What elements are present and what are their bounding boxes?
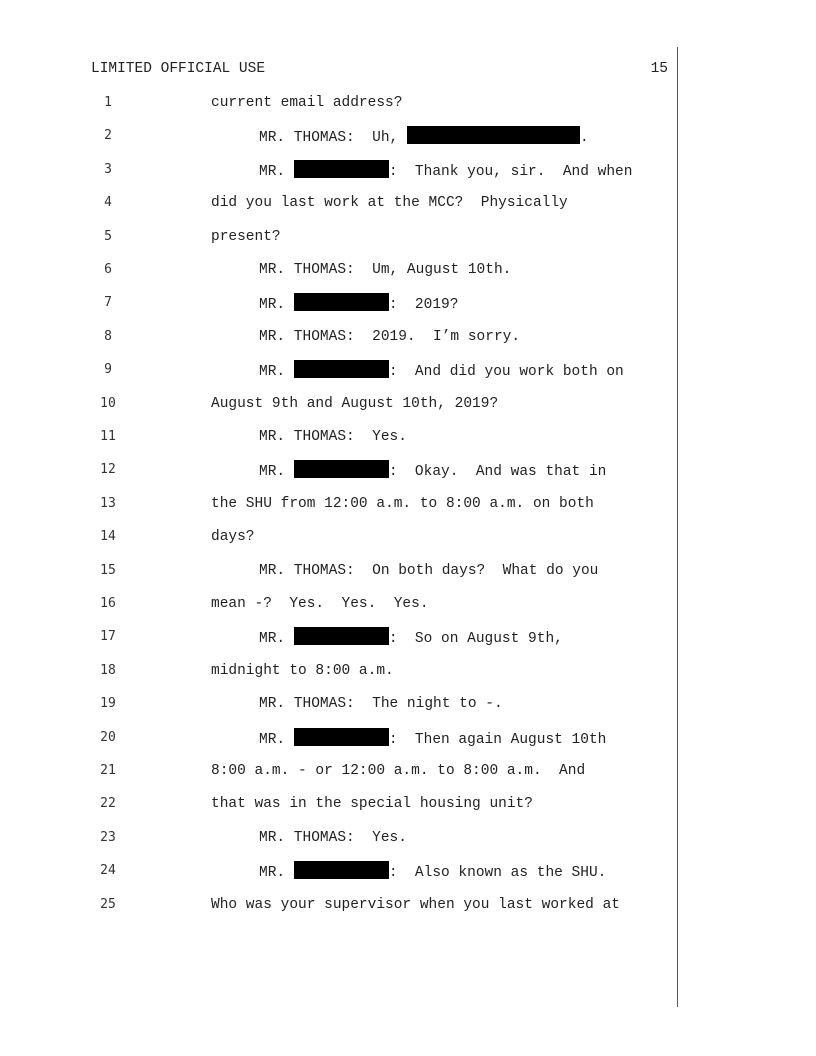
line-text [211, 227, 281, 247]
line-number: 11 [100, 429, 116, 444]
line-number: 3 [104, 161, 112, 177]
line-text [259, 828, 407, 848]
redaction-box [294, 160, 389, 178]
line-text [259, 861, 606, 883]
line-number: 20 [100, 729, 116, 745]
line-text [211, 193, 568, 213]
line-text [259, 360, 624, 382]
line-text [259, 427, 407, 447]
line-text-segment: MR. THOMAS: Yes. [259, 429, 407, 445]
line-text [259, 460, 606, 482]
line-number: 7 [104, 295, 112, 311]
line-text-segment: did you last work at the MCC? Physically [211, 195, 568, 212]
line-number: 19 [100, 696, 116, 712]
line-text-segment: MR. THOMAS: The night to -. [259, 696, 503, 713]
line-text-segment: : 2019? [388, 297, 459, 314]
line-text-segment: . [579, 130, 589, 147]
line-number: 24 [100, 863, 116, 879]
line-text-segment: : Then again August 10th [388, 731, 607, 748]
line-text-segment: : And did you work both on [388, 364, 624, 381]
line-text [259, 327, 520, 347]
line-text-segment: MR. [259, 631, 294, 648]
line-number: 2 [104, 128, 112, 144]
redaction-box [407, 126, 580, 144]
line-text [211, 895, 620, 915]
line-number: 10 [100, 395, 116, 411]
line-text-segment: MR. [259, 297, 294, 314]
line-number: 23 [100, 829, 116, 845]
line-text-segment: MR. [259, 163, 294, 180]
line-text [259, 694, 503, 714]
line-text [211, 761, 585, 781]
line-text [211, 394, 498, 414]
line-text [211, 594, 429, 614]
line-text-segment: MR. THOMAS: Um, August 10th. [259, 262, 512, 278]
line-number: 22 [100, 796, 116, 812]
line-text [259, 728, 606, 750]
redaction-box [294, 460, 389, 478]
line-text-segment: MR. THOMAS: On both days? What do you [259, 562, 599, 579]
line-number: 8 [104, 328, 112, 344]
line-number: 4 [104, 195, 112, 211]
line-number: 5 [104, 228, 112, 244]
redaction-box [294, 627, 389, 645]
line-text [259, 160, 632, 182]
redaction-box [294, 293, 389, 311]
line-text-segment: MR. [259, 731, 294, 748]
line-text [211, 661, 394, 681]
line-text-segment: that was in the special housing unit? [211, 796, 533, 813]
line-text-segment: the SHU from 12:00 a.m. to 8:00 a.m. on both [211, 495, 594, 512]
line-text-segment: : Thank you, sir. And when [388, 163, 633, 180]
line-text-segment: : So on August 9th, [388, 631, 563, 648]
line-number: 14 [100, 529, 116, 545]
line-text [259, 561, 598, 581]
line-number: 9 [104, 362, 112, 378]
line-number: 25 [100, 896, 116, 912]
line-text-segment: Who was your supervisor when you last worked at [211, 896, 620, 913]
header-classification: LIMITED OFFICIAL USE [91, 61, 266, 77]
redaction-box [294, 861, 389, 879]
line-text-segment: days? [211, 529, 255, 546]
line-text [259, 293, 458, 315]
line-number: 21 [100, 763, 116, 778]
line-text [259, 126, 589, 148]
line-number: 18 [100, 662, 116, 678]
page-number: 15 [650, 61, 668, 77]
line-number: 6 [104, 262, 112, 277]
line-number: 13 [100, 495, 116, 511]
line-text-segment: current email address? [211, 95, 403, 111]
line-text [259, 260, 511, 280]
line-text-segment: present? [211, 228, 281, 245]
line-text [211, 494, 594, 514]
line-text-segment: midnight to 8:00 a.m. [211, 662, 394, 679]
line-text-segment: mean -? Yes. Yes. Yes. [211, 596, 429, 612]
line-text-segment: 8:00 a.m. - or 12:00 a.m. to 8:00 a.m. And [211, 763, 586, 779]
line-text-segment: MR. THOMAS: Uh, [259, 130, 407, 147]
line-text-segment: MR. [259, 865, 294, 882]
line-number: 16 [100, 596, 116, 611]
line-number: 17 [100, 629, 116, 645]
right-margin-rule [677, 47, 678, 1007]
redaction-box [294, 728, 389, 746]
line-number: 1 [104, 95, 112, 110]
line-text-segment: : Okay. And was that in [388, 464, 607, 481]
line-text-segment: : Also known as the SHU. [388, 865, 607, 882]
line-text-segment: MR. [259, 464, 294, 481]
line-text [211, 93, 402, 113]
line-text [259, 627, 563, 649]
line-text [211, 794, 533, 814]
line-text-segment: August 9th and August 10th, 2019? [211, 395, 499, 412]
line-text-segment: MR. THOMAS: 2019. I’m sorry. [259, 328, 521, 345]
line-number: 12 [100, 462, 116, 478]
line-text-segment: MR. THOMAS: Yes. [259, 829, 407, 846]
line-number: 15 [100, 562, 116, 578]
line-text [211, 527, 255, 547]
redaction-box [294, 360, 389, 378]
line-text-segment: MR. [259, 364, 294, 381]
